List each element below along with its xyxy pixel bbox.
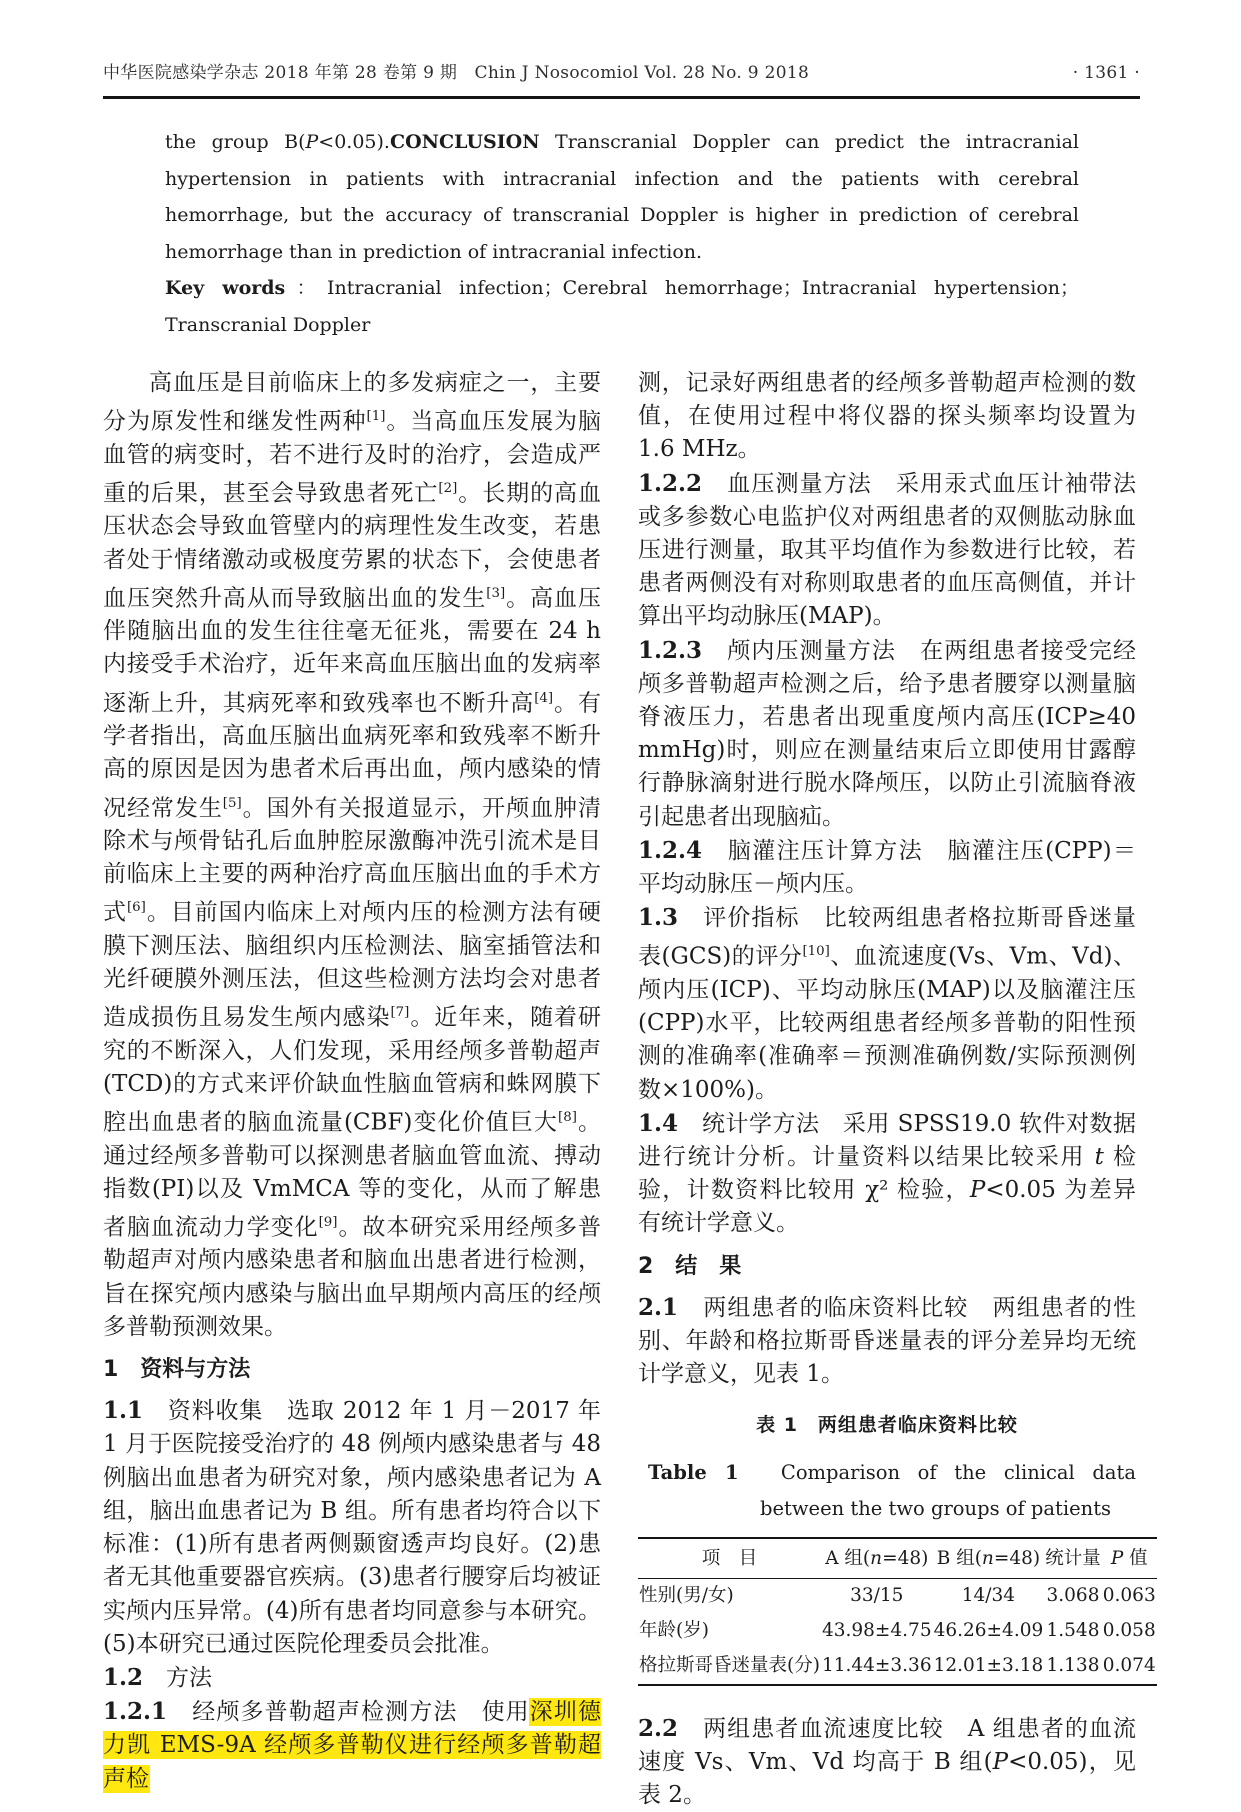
journal-title-line: 中华医院感染学杂志 2018 年第 28 卷第 9 期 Chin J Nosocomiol Vol. 28 No. 9 2018 <box>103 63 810 83</box>
table-cell: 0.074 <box>1102 1655 1156 1677</box>
table-cell: 12.01±3.18 <box>933 1655 1044 1677</box>
paragraph <box>638 1712 1136 1812</box>
text-run: n <box>981 1547 994 1569</box>
text-run: 检验，计数资料比较用 χ² 检验， <box>638 1143 1137 1204</box>
table1-body <box>638 1578 1157 1685</box>
paragraph <box>638 834 1136 901</box>
text-run: 项 目 <box>701 1547 758 1569</box>
table-row <box>638 1614 1157 1649</box>
text-run: P <box>1110 1547 1124 1569</box>
table-cell: 格拉斯哥昏迷量表(分) <box>639 1655 820 1677</box>
text-run: 。长期的高血压状态会导致血管壁内的病理性发生改变，若患者处于情绪激动或极度劳累的状态下，会使患者血压突然升高从而导致脑出血的发生 <box>103 480 602 612</box>
table-header-cell <box>1102 1538 1157 1579</box>
text-run: 。国外有关报道显示，开颅血肿清除术与颅骨钻孔后血肿腔尿激酶冲洗引流术是目前临床上主要的两种治疗高血压脑出血的手术方式 <box>103 794 602 926</box>
table-cell: 11.44±3.36 <box>821 1655 932 1677</box>
paragraph <box>638 1291 1136 1392</box>
citation-ref: [3] <box>486 585 506 601</box>
text-run: 2 结 果 <box>638 1253 742 1279</box>
paragraph <box>103 1394 601 1661</box>
table-row <box>638 1649 1157 1685</box>
text-run: P <box>969 1177 986 1204</box>
text-run: CONCLUSION <box>389 131 540 153</box>
text-run: 1.2 <box>103 1663 144 1691</box>
table1 <box>638 1537 1157 1686</box>
text-run: 2.1 <box>638 1293 679 1321</box>
page-number: · 1361 · <box>1072 63 1140 83</box>
abstract-keywords-paragraph <box>165 270 1079 343</box>
table-cell: 33/15 <box>850 1585 904 1607</box>
highlighted-text: 深圳德力凯 EMS-9A 经颅多普勒仪进行经颅多普勒超声检 <box>103 1699 601 1792</box>
text-run: Key words <box>165 277 286 299</box>
text-run: 1.4 <box>638 1109 679 1137</box>
table-cell: 3.068 <box>1046 1585 1100 1607</box>
text-run: <0.05)，见表 2。 <box>638 1748 1136 1808</box>
table-cell: 1.138 <box>1046 1655 1100 1677</box>
text-run: 。故本研究采用经颅多普勒超声对颅内感染患者和脑血出患者进行检测，旨在探究颅内感染与脑出血早期颅内高压的经颅多普勒预测效果。 <box>103 1214 602 1340</box>
paragraph <box>103 1661 601 1695</box>
table-cell: 14/34 <box>961 1585 1016 1607</box>
text-run: 高血压是目前临床上的多发病症之一，主要分为原发性和继发性两种 <box>103 370 601 435</box>
citation-ref: [9] <box>318 1215 338 1230</box>
table-header-cell <box>1044 1538 1102 1579</box>
citation-ref: [4] <box>534 690 554 706</box>
text-run: 1.2.3 <box>638 636 703 664</box>
table-cell: 46.26±4.09 <box>933 1620 1044 1642</box>
text-run: ：Intracranial infection；Cerebral hemorrhage；Intracranial hypertension；Transcranial Doppler <box>165 277 1079 336</box>
paragraph <box>638 901 1136 1106</box>
text-run: 测，记录好两组患者的经颅多普勒超声检测的数值，在使用过程中将仪器的探头频率均设置为 1.6 MHz。 <box>638 370 1136 463</box>
text-run: B 组( <box>936 1547 982 1569</box>
text-run: 1.2.2 <box>638 469 703 497</box>
table1-head <box>638 1538 1157 1579</box>
text-run: 。高血压伴随脑出血的发生往往毫无征兆，需要在 24 h 内接受手术治疗，近年来高血压脑出血的发病率逐渐上升，其病死率和致残率也不断升高 <box>103 585 602 716</box>
text-run: the group B( <box>165 131 306 153</box>
section-heading <box>103 1353 601 1386</box>
text-run: 两组患者的临床资料比较 两组患者的性别、年龄和格拉斯哥昏迷量表的评分差异均无统计学意义，见表 1。 <box>638 1294 1136 1388</box>
text-run: <0.05). <box>318 131 390 153</box>
paragraph <box>103 367 601 1344</box>
citation-ref: [6] <box>126 900 146 916</box>
table-cell: 年龄(岁) <box>639 1620 709 1642</box>
table-header-cell <box>933 1538 1045 1579</box>
right-column-top-paragraphs <box>638 367 1136 1391</box>
text-run: P <box>992 1748 1009 1775</box>
citation-ref: [10] <box>802 944 830 960</box>
text-run: =48) <box>993 1547 1041 1569</box>
text-run: 1 资料与方法 <box>103 1357 251 1383</box>
page-header <box>103 58 1140 83</box>
table-cell: 1.548 <box>1046 1620 1100 1642</box>
table-header-cell <box>821 1538 933 1579</box>
text-run: 颅内压测量方法 在两组患者接受完经颅多普勒超声检测之后，给予患者腰穿以测量脑脊液压力，若患者出现重度颅内高压(ICP≥40 mmHg)时，则应在测量结束后立即使用甘露醇行静脉滴射进行脱水降颅压，以防止引流脑脊液引起患者出现脑疝。 <box>638 637 1136 830</box>
text-run: Transcranial Doppler can predict the intracranial hypertension in patients with intracranial infection and the patients with cerebral hemorrhage, but the accuracy of transcranial Doppler is higher in prediction of cerebral hemorrhage than in prediction of intracranial infection. <box>165 131 1080 263</box>
text-run: 两组患者血流速度比较 A 组患者的血流速度 Vs、Vm、Vd 均高于 B 组( <box>638 1715 1136 1775</box>
paragraph <box>638 367 1136 467</box>
table1-header-row <box>638 1538 1157 1579</box>
text-run: 。有学者指出，高血压脑出血病死率和致残率不断升高的原因是因为患者术后再出血，颅内感染的情况经常发生 <box>103 689 602 821</box>
paragraph <box>638 1107 1136 1241</box>
paragraph <box>638 634 1136 834</box>
paragraph <box>103 1695 601 1796</box>
text-run: 。当高血压发展为脑血管的病变时，若不进行及时的治疗，会造成严重的后果，甚至会导致患者死亡 <box>103 408 602 507</box>
text-run: 1.1 <box>103 1397 144 1425</box>
text-run: 1.3 <box>638 904 679 932</box>
citation-ref: [7] <box>390 1005 410 1021</box>
text-run: 经颅多普勒超声检测方法 使用 <box>167 1699 530 1726</box>
table-cell: 0.063 <box>1102 1585 1156 1607</box>
right-column <box>638 367 1156 1812</box>
text-run: 2.2 <box>638 1714 679 1742</box>
text-run: 。近年来，随着研究的不断深入，人们发现，采用经颅多普勒超声(TCD)的方式来评价缺血性脑血管病和蛛网膜下腔出血患者的脑血流量(CBF)变化价值巨大 <box>103 1004 602 1136</box>
table-cell: 43.98±4.75 <box>821 1620 932 1642</box>
table-cell: 性别(男/女) <box>639 1585 734 1607</box>
abstract-conclusion-paragraph <box>165 124 1079 270</box>
text-run: 、血流速度(Vs、Vm、Vd)、颅内压(ICP)、平均动脉压(MAP)以及脑灌注压(CPP)水平，比较两组患者经颅多普勒的阳性预测的准确率(准确率＝预测准确例数/实际预测例数×100%)。 <box>638 943 1136 1103</box>
text-run: 评价指标 比较两组患者格拉斯哥昏迷量表(GCS)的评分 <box>638 905 1136 970</box>
text-run: 1.2.1 <box>103 1698 168 1726</box>
text-run: 脑灌注压计算方法 脑灌注压(CPP)＝平均动脉压－颅内压。 <box>638 837 1136 898</box>
text-run: t <box>1094 1143 1104 1170</box>
text-run: 1.2.4 <box>638 836 703 864</box>
right-column-bottom-paragraphs <box>638 1712 1136 1812</box>
text-run: P <box>305 131 319 153</box>
header-rule <box>103 96 1140 99</box>
citation-ref: [5] <box>222 795 242 811</box>
left-column <box>103 367 601 1812</box>
table-row <box>638 1578 1157 1614</box>
text-run: 。目前国内临床上对颅内压的检测方法有硬膜下测压法、脑组织内压检测法、脑室插管法和光纤硬膜外测压法，但这些检测方法均会对患者造成损伤且易发生颅内感染 <box>103 899 602 1031</box>
text-run: 血压测量方法 采用汞式血压计袖带法或多参数心电监护仪对两组患者的双侧肱动脉血压进行测量，取其平均值作为参数进行比较，若患者两侧没有对称则取患者的血压高侧值，并计算出平均动脉压(MAP)。 <box>638 470 1136 630</box>
text-run: <0.05 为差异有统计学意义。 <box>638 1177 1137 1237</box>
table1-caption-en <box>648 1455 1136 1527</box>
citation-ref: [2] <box>438 480 458 496</box>
text-run: Table 1 <box>648 1460 739 1484</box>
text-run: 方法 <box>143 1664 213 1691</box>
text-run: Comparison of the clinical data between the two groups of patients <box>738 1460 1136 1520</box>
table1-caption-cn: 表 1 两组患者临床资料比较 <box>756 1414 1018 1437</box>
text-run: n <box>870 1547 883 1569</box>
text-run: 统计量 <box>1045 1547 1101 1569</box>
two-column-body <box>103 367 1156 1812</box>
citation-ref: [8] <box>558 1110 577 1126</box>
table-header-cell <box>638 1538 821 1579</box>
abstract-block <box>165 124 1079 343</box>
citation-ref: [1] <box>366 409 386 425</box>
text-run: 。通过经颅多普勒可以探测患者脑血管血流、搏动指数(PI)以及 VmMCA 等的变化，从而了解患者脑血流动力学变化 <box>103 1109 602 1241</box>
section-heading <box>638 1250 1136 1283</box>
text-run: A 组( <box>825 1547 871 1569</box>
table-cell: 0.058 <box>1102 1620 1156 1642</box>
text-run: 统计学方法 采用 SPSS19.0 软件对数据进行统计分析。计量资料以结果比较采用 <box>638 1110 1136 1170</box>
text-run: 值 <box>1123 1547 1148 1569</box>
text-run: 资料收集 选取 2012 年 1 月－2017 年 1 月于医院接受治疗的 48 例颅内感染患者与 48 例脑出血患者为研究对象，颅内感染患者记为 A 组，脑出血患者记为 B 组。所有患者均符合以下标准：(1)所有患者两侧颞窗透声均良好。(2)患者无其他重要器官疾病。(3)患者行腰穿后均被证实颅内压异常。(4)所有患者均同意参与本研究。(5)本研究已通过医院伦理委员会批准。 <box>103 1398 601 1657</box>
paragraph <box>638 467 1136 634</box>
table1-block <box>638 1409 1156 1685</box>
text-run: =48) <box>882 1547 929 1569</box>
